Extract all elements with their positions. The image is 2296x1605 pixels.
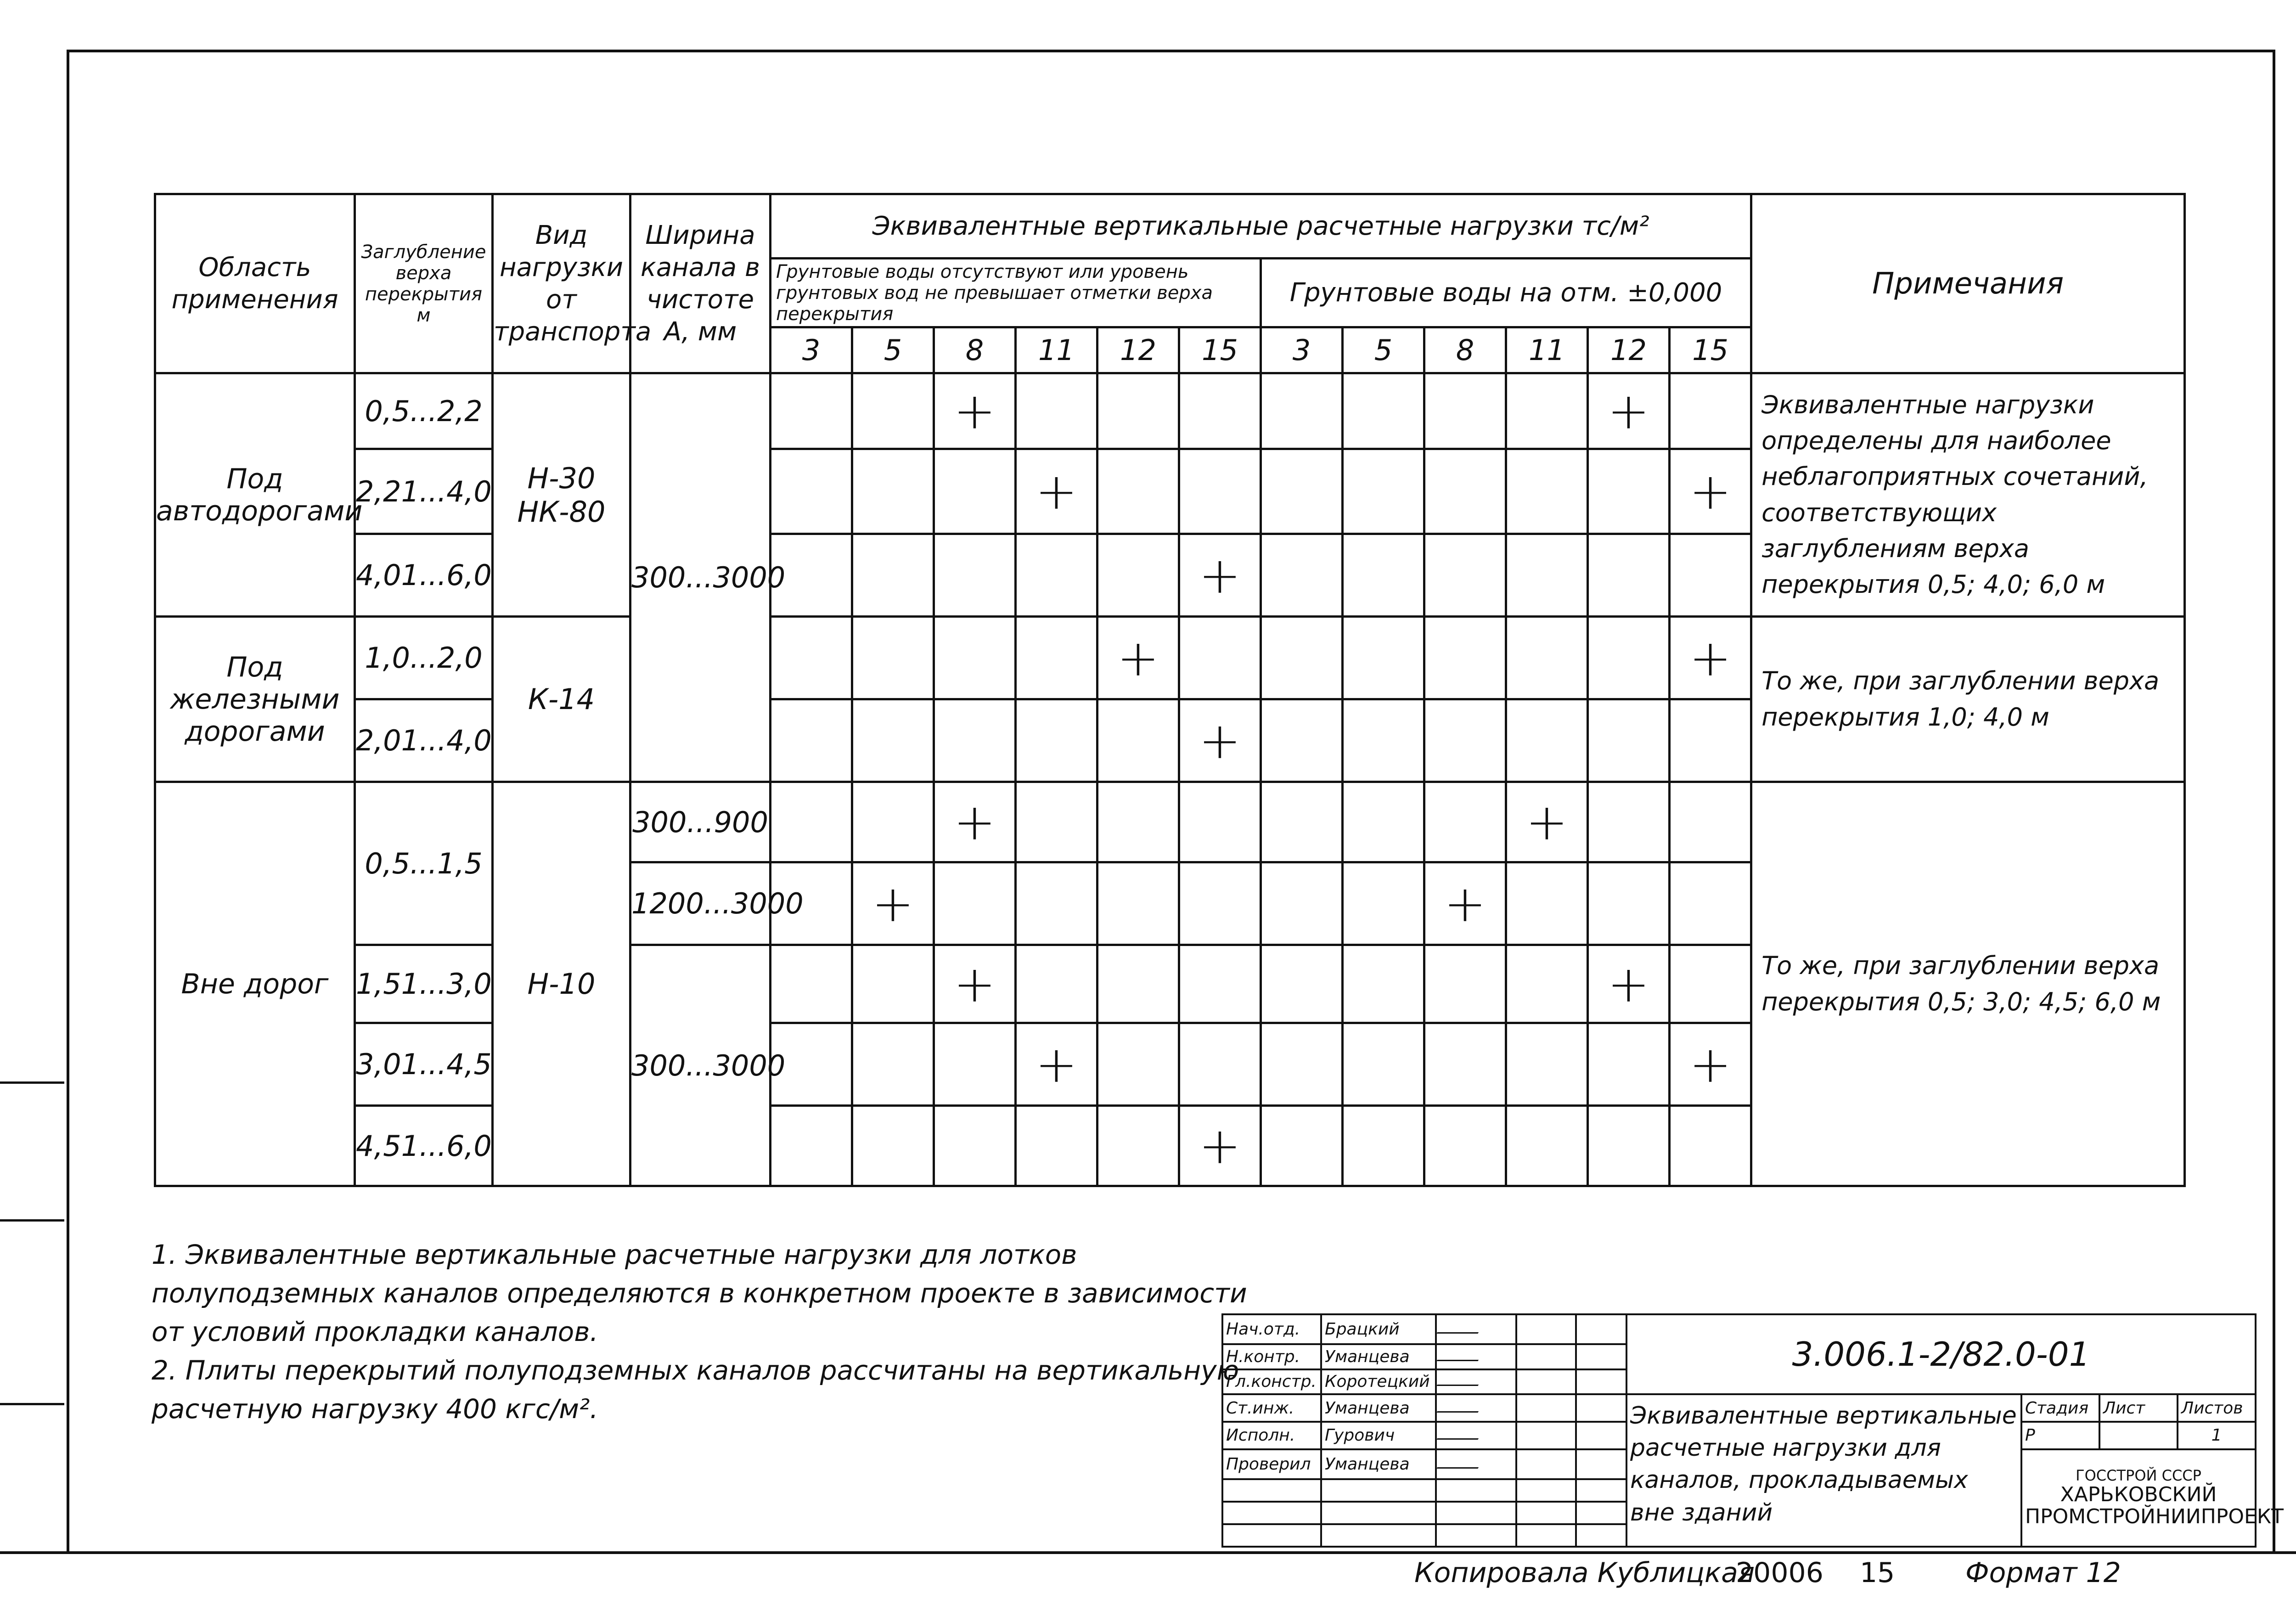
load-cell [1424,945,1506,1023]
width-roads-rail: 300...3000 [630,373,771,782]
load-cell [1670,373,1751,449]
header-area: Область применения [155,194,355,373]
depth-cell: 3,01...4,5 [355,1023,493,1106]
load-cell [1670,699,1751,782]
load-offroad: Н-10 [493,782,630,1186]
load-cell [934,862,1016,945]
load-cell [1588,1023,1670,1106]
load-cell [1424,373,1506,449]
load-cell [852,617,934,699]
signature [1436,1314,1516,1344]
load-cell [1506,449,1588,534]
load-column-header: 15 [1179,327,1261,373]
load-mark: + [1588,373,1670,449]
depth-cell: 2,21...4,0 [355,449,493,534]
load-cell [934,1023,1016,1106]
load-cell [1506,617,1588,699]
width-cell: 1200...3000 [630,862,771,945]
header-group-dry: Грунтовые воды отсутствуют или уровень грунтовых вод не превышает отметки верха перекрытия [771,259,1261,327]
width-cell: 300...900 [630,782,771,862]
load-cell [1261,862,1343,945]
load-cell [1261,449,1343,534]
load-cell [1016,699,1097,782]
depth-cell: 4,51...6,0 [355,1106,493,1186]
header-width: Ширина канала в чистоте А, мм [630,194,771,373]
load-mark: + [934,373,1016,449]
load-cell [1343,782,1424,862]
load-cell [1588,782,1670,862]
depth-cell: 1,51...3,0 [355,945,493,1023]
depth-cell: 0,5...2,2 [355,373,493,449]
stamp-name: Уманцева [1321,1449,1436,1479]
organization [2021,1449,2284,1547]
load-column-header: 5 [852,327,934,373]
margin-tick [0,1403,64,1405]
stamp-role: Н.контр. [1222,1344,1321,1369]
load-mark: + [1097,617,1179,699]
load-column-header: 3 [771,327,852,373]
load-cell [1179,945,1261,1023]
load-cell [771,449,852,534]
load-cell [934,699,1016,782]
frame-bottom-line [0,1551,2296,1554]
depth-cell: 2,01...4,0 [355,699,493,782]
load-cell [1424,1106,1506,1186]
load-mark: + [934,945,1016,1023]
stage-value: Р [2021,1422,2099,1449]
load-cell [1424,782,1506,862]
header-depth: Заглубление верха перекрытия м [355,194,493,373]
load-cell [1016,373,1097,449]
load-mark: + [1670,617,1751,699]
load-cell [1506,534,1588,617]
load-cell [1179,862,1261,945]
load-mark: + [1179,699,1261,782]
load-cell [771,945,852,1023]
load-cell [852,449,934,534]
load-mark: + [1670,449,1751,534]
load-cell [1097,449,1179,534]
copy-number: 15 [1860,1557,1895,1589]
area-rail: Под железными дорогами [155,617,355,782]
signature [1436,1422,1516,1449]
load-cell [1343,699,1424,782]
general-notes [152,1235,1254,1428]
load-cell [1016,1106,1097,1186]
load-cell [934,1106,1016,1186]
load-mark: + [852,862,934,945]
load-cell [1016,617,1097,699]
load-cell [934,449,1016,534]
order-number: 20006 [1736,1557,1823,1589]
load-mark: + [1179,1106,1261,1186]
load-column-header: 11 [1016,327,1097,373]
load-cell [1424,1023,1506,1106]
load-cell [1424,699,1506,782]
load-cell [934,617,1016,699]
load-cell [1097,699,1179,782]
load-cell [1588,534,1670,617]
note-roads: Эквивалентные нагрузки определены для наиболее неблагоприятных сочетаний, соответствующих заглублениям верха перекрытия 0,5; 4,0; 6,0 м [1751,373,2185,617]
note-item: 2. Плиты перекрытий полуподземных каналов рассчитаны на вертикальную расчетную нагрузку 400 кгс/м². [152,1355,1239,1425]
load-cell [1506,945,1588,1023]
load-mark: + [934,782,1016,862]
load-cell [1261,699,1343,782]
load-cell [1097,862,1179,945]
load-cell [1261,534,1343,617]
load-cell [1261,1023,1343,1106]
signature [1436,1369,1516,1394]
load-column-header: 15 [1670,327,1751,373]
copied-by: Копировала Кублицкая [1414,1557,1755,1589]
load-cell [1179,1023,1261,1106]
load-cell [1016,862,1097,945]
note-item: 1. Эквивалентные вертикальные расчетные нагрузки для лотков полуподземных каналов определяются в конкретном проекте в зависимости от условий прокладки каналов. [152,1239,1247,1348]
load-cell [1261,782,1343,862]
load-cell [852,1106,934,1186]
load-cell [1016,782,1097,862]
load-cell [1506,1106,1588,1186]
header-group-wet: Грунтовые воды на отм. ±0,000 [1261,259,1751,327]
drawing-code: 3.006.1-2/82.0-01 [1626,1314,2256,1394]
load-cell [1097,534,1179,617]
load-cell [1424,534,1506,617]
load-cell [1588,617,1670,699]
load-cell [1261,1106,1343,1186]
load-cell [1097,782,1179,862]
org-name: ХАРЬКОВСКИЙ ПРОМСТРОЙНИИПРОЕКТ [2025,1483,2284,1529]
load-cell [1588,449,1670,534]
stamp-name: Коротецкий [1321,1369,1436,1394]
load-cell [1343,373,1424,449]
load-cell [1179,617,1261,699]
load-mark: + [1670,1023,1751,1106]
load-cell [1097,373,1179,449]
org-top: ГОССТРОЙ СССР [2076,1466,2201,1484]
load-cell [1670,1106,1751,1186]
load-cell [1506,1023,1588,1106]
note-offroad: То же, при заглублении верха перекрытия 0,5; 3,0; 4,5; 6,0 м [1751,782,2185,1186]
load-cell [771,782,852,862]
load-mark: + [1179,534,1261,617]
load-column-header: 3 [1261,327,1343,373]
load-cell [1261,617,1343,699]
signature [1436,1449,1516,1479]
load-cell [1670,862,1751,945]
stamp-role: Нач.отд. [1222,1314,1321,1344]
load-cell [771,1106,852,1186]
depth-cell: 1,0...2,0 [355,617,493,699]
load-cell [1670,534,1751,617]
stamp-role: Гл.констр. [1222,1369,1321,1394]
load-cell [1343,534,1424,617]
load-mark: + [1424,862,1506,945]
load-column-header: 5 [1343,327,1424,373]
load-cell [1343,862,1424,945]
load-cell [852,782,934,862]
load-column-header: 12 [1588,327,1670,373]
margin-tick [0,1219,64,1222]
load-cell [1261,373,1343,449]
load-column-header: 8 [934,327,1016,373]
signature [1436,1344,1516,1369]
load-cell [1343,1023,1424,1106]
load-mark: + [1506,782,1588,862]
load-cell [1179,782,1261,862]
width-cell: 300...3000 [630,945,771,1186]
load-cell [1179,373,1261,449]
load-cell [1097,1023,1179,1106]
load-cell [852,373,934,449]
load-roads: Н-30 НК-80 [493,373,630,617]
load-mark: + [1588,945,1670,1023]
load-cell [1424,449,1506,534]
load-cell [1097,1106,1179,1186]
load-cell [1343,945,1424,1023]
load-cell [1506,862,1588,945]
stage-label: Стадия [2021,1394,2099,1422]
load-cell [1261,945,1343,1023]
stamp-name: Уманцева [1321,1344,1436,1369]
load-cell [1506,699,1588,782]
load-cell [1670,782,1751,862]
load-mark: + [1016,449,1097,534]
load-cell [1016,534,1097,617]
depth-cell: 0,5...1,5 [355,782,493,945]
note-rail: То же, при заглублении верха перекрытия 1,0; 4,0 м [1751,617,2185,782]
load-cell [1588,862,1670,945]
depth-cell: 4,01...6,0 [355,534,493,617]
load-cell [852,1023,934,1106]
stamp-role: Исполн. [1222,1422,1321,1449]
load-cell [1588,699,1670,782]
load-cell [1424,617,1506,699]
load-mark: + [1016,1023,1097,1106]
load-cell [1179,449,1261,534]
header-loads-title: Эквивалентные вертикальные расчетные нагрузки тс/м² [771,194,1751,259]
load-cell [1670,945,1751,1023]
load-cell [1343,1106,1424,1186]
load-cell [771,699,852,782]
header-load-type: Вид нагрузки от транспорта [493,194,630,373]
load-cell [852,699,934,782]
load-cell [1588,1106,1670,1186]
header-notes: Примечания [1751,194,2185,373]
sheets-value: 1 [2178,1422,2256,1449]
loads-table [154,193,2186,1187]
load-cell [1016,945,1097,1023]
sheet-label: Лист [2099,1394,2178,1422]
margin-tick [0,1081,64,1084]
load-column-header: 12 [1097,327,1179,373]
sheets-label: Листов [2178,1394,2256,1422]
load-column-header: 8 [1424,327,1506,373]
stamp-name: Гурович [1321,1422,1436,1449]
format-label: Формат 12 [1965,1557,2121,1589]
drawing-title: Эквивалентные вертикальные расчетные нагрузки для каналов, прокладываемых вне зданий [1626,1394,2021,1547]
stamp-name: Уманцева [1321,1394,1436,1422]
load-cell [1343,617,1424,699]
load-cell [934,534,1016,617]
stamp-role: Проверил [1222,1449,1321,1479]
load-cell [771,373,852,449]
area-roads: Под автодорогами [155,373,355,617]
load-rail: К-14 [493,617,630,782]
load-cell [1506,373,1588,449]
area-offroad: Вне дорог [155,782,355,1186]
load-column-header: 11 [1506,327,1588,373]
signature [1436,1394,1516,1422]
stamp-name: Брацкий [1321,1314,1436,1344]
load-cell [852,534,934,617]
load-cell [1343,449,1424,534]
load-cell [1097,945,1179,1023]
title-block [1221,1313,2284,1548]
stamp-role: Ст.инж. [1222,1394,1321,1422]
load-cell [852,945,934,1023]
load-cell [771,617,852,699]
